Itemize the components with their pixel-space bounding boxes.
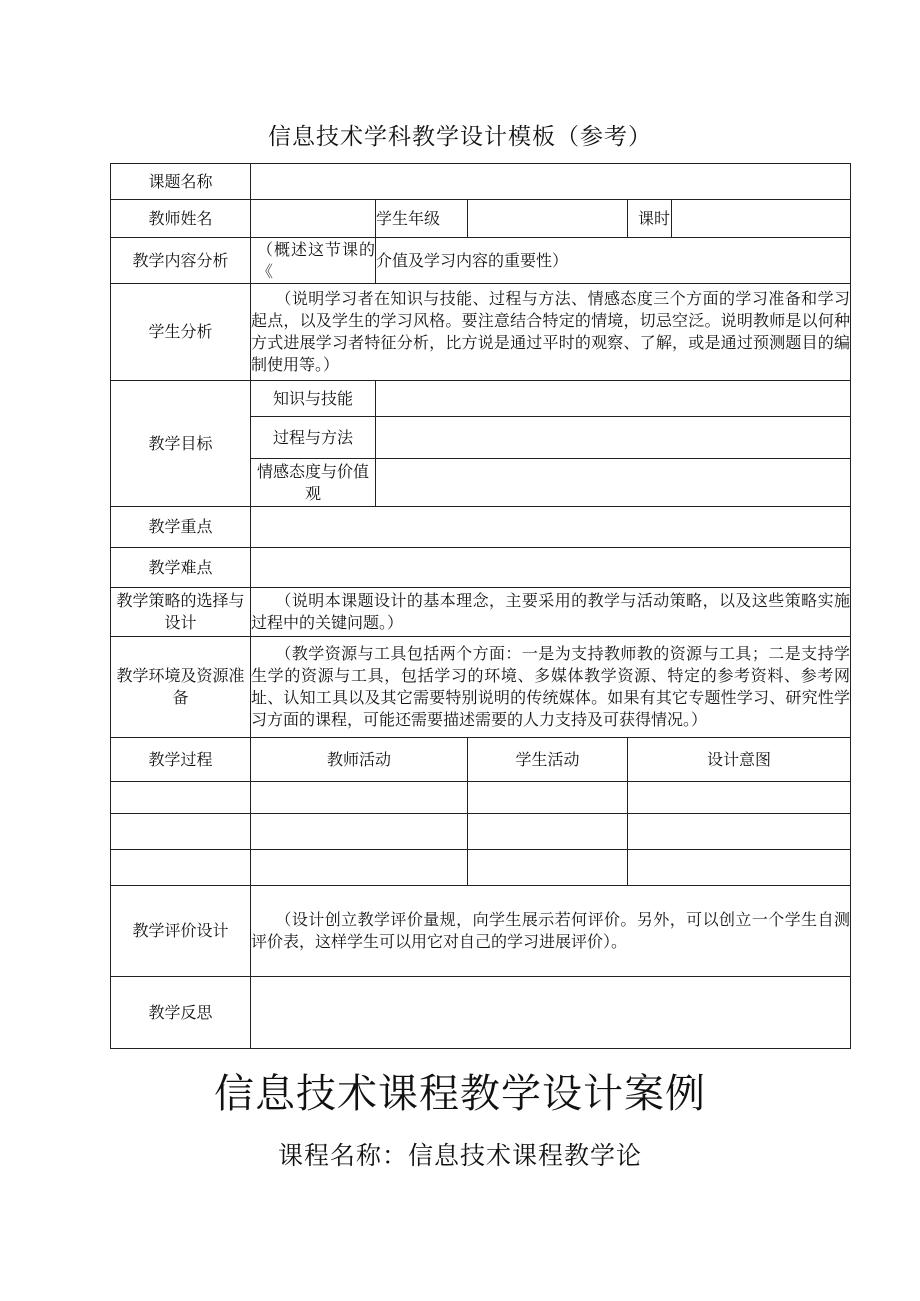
content-analysis-note-right: 介值及学习内容的重要性） — [376, 238, 851, 284]
process-cell[interactable] — [251, 850, 468, 886]
environment-label: 教学环境及资源准备 — [111, 637, 251, 738]
difficulties-field[interactable] — [251, 548, 851, 588]
process-cell[interactable] — [111, 814, 251, 850]
lesson-design-form — [110, 163, 851, 1049]
process-row — [111, 814, 851, 850]
period-label: 课时 — [628, 200, 672, 238]
process-cell[interactable] — [251, 782, 468, 814]
process-cell[interactable] — [468, 814, 628, 850]
reflection-label: 教学反思 — [111, 977, 251, 1049]
period-field[interactable] — [672, 200, 851, 238]
process-cell[interactable] — [628, 850, 851, 886]
evaluation-label: 教学评价设计 — [111, 886, 251, 977]
evaluation-note — [251, 886, 851, 977]
process-header-intent: 设计意图 — [628, 738, 851, 782]
environment-note-text: （教学资源与工具包括两个方面：一是为支持教师教的资源与工具；二是支持学生学的资源与工具，包括学习的环境、多媒体教学资源、特定的参考资料、参考网址、认知工具以及其它需要特别说明的传统媒体。如果有其它专题性学习、研究性学习方面的课程，可能还需要描述需要的人力支持及可获得情况。） — [251, 644, 851, 729]
process-header-student: 学生活动 — [468, 738, 628, 782]
reflection-field[interactable] — [251, 977, 851, 1049]
objectives-label: 教学目标 — [111, 381, 251, 507]
process-cell[interactable] — [251, 814, 468, 850]
teacher-name-field[interactable] — [251, 200, 376, 238]
process-cell[interactable] — [628, 782, 851, 814]
strategy-note — [251, 588, 851, 637]
process-cell[interactable] — [111, 782, 251, 814]
case-course-line: 课程名称：信息技术课程教学论 — [277, 1141, 642, 1170]
student-analysis-note-text: （说明学习者在知识与技能、过程与方法、情感态度三个方面的学习准备和学习起点，以及学生的学习风格。要注意结合特定的情境，切忌空泛。说明教师是以何种方式进展学习者特征分析，比方说是通过平时的观察、了解，或是通过预测题目的编制使用等。） — [251, 289, 851, 374]
objective-attitude-field[interactable] — [376, 459, 851, 507]
student-analysis-label: 学生分析 — [111, 284, 251, 381]
objective-process-field[interactable] — [376, 417, 851, 459]
strategy-label: 教学策略的选择与设计 — [111, 588, 251, 637]
process-header-teacher: 教师活动 — [251, 738, 468, 782]
key-points-label: 教学重点 — [111, 507, 251, 548]
process-label: 教学过程 — [111, 738, 251, 782]
difficulties-label: 教学难点 — [111, 548, 251, 588]
environment-note — [251, 637, 851, 738]
template-title: 信息技术学科教学设计模板（参考） — [268, 124, 652, 150]
student-analysis-note — [251, 284, 851, 381]
course-name-field[interactable] — [251, 164, 851, 200]
process-cell[interactable] — [111, 850, 251, 886]
teacher-name-label: 教师姓名 — [111, 200, 251, 238]
grade-field[interactable] — [468, 200, 628, 238]
process-row — [111, 850, 851, 886]
objective-attitude-label: 情感态度与价值观 — [251, 459, 376, 507]
process-cell[interactable] — [628, 814, 851, 850]
objective-process-label: 过程与方法 — [251, 417, 376, 459]
case-title: 信息技术课程教学设计案例 — [214, 1071, 706, 1117]
strategy-note-text: （说明本课题设计的基本理念，主要采用的教学与活动策略，以及这些策略实施过程中的关键问题。） — [251, 591, 851, 632]
process-cell[interactable] — [468, 850, 628, 886]
content-analysis-label: 教学内容分析 — [111, 238, 251, 284]
evaluation-note-text: （设计创立教学评价量规，向学生展示若何评价。另外，可以创立一个学生自测评价表，这样学生可以用它对自己的学习进展评价）。 — [251, 910, 851, 951]
process-cell[interactable] — [468, 782, 628, 814]
grade-label: 学生年级 — [376, 200, 468, 238]
process-row — [111, 782, 851, 814]
objective-knowledge-field[interactable] — [376, 381, 851, 417]
key-points-field[interactable] — [251, 507, 851, 548]
objective-knowledge-label: 知识与技能 — [251, 381, 376, 417]
course-name-label: 课题名称 — [111, 164, 251, 200]
content-analysis-note-left: （概述这节课的《 — [251, 238, 376, 284]
